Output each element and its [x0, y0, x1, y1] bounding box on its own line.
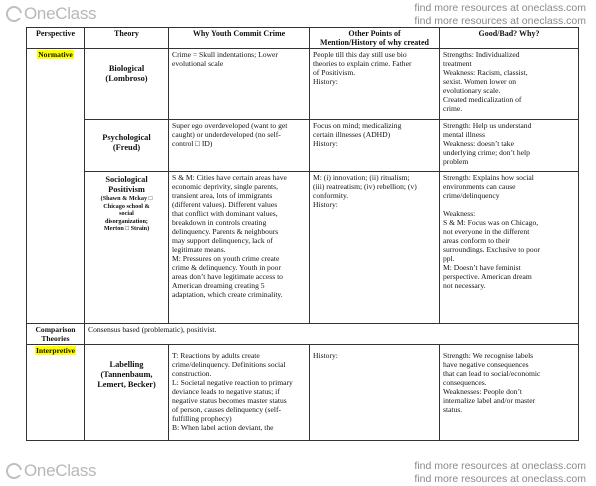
- cell-line: perspective. American dream: [443, 272, 532, 281]
- cell-line: problem: [443, 157, 469, 166]
- other-cell: [310, 120, 440, 172]
- why-cell: [169, 172, 310, 324]
- top-banner: [0, 0, 596, 26]
- header-good-bad: Good/Bad? Why?: [440, 28, 579, 49]
- cell-line: Weakness: Racism, classist,: [443, 68, 528, 77]
- theory-cell: [85, 345, 169, 441]
- cell-line: crime.: [443, 104, 463, 113]
- find-more-resources-line-2: find more resources at oneclass.com: [414, 15, 586, 27]
- theory-cell: [85, 49, 169, 120]
- cell-line: B: When label action deviant, the: [172, 423, 274, 432]
- cell-line: not necessary.: [443, 281, 486, 290]
- cell-line: delinquency. Parents & neighbours: [172, 227, 279, 236]
- other-cell: [310, 345, 440, 441]
- cell-line: treatment: [443, 59, 472, 68]
- cell-line: areas conform to their: [443, 236, 510, 245]
- cell-line: Strength: We recognise labels: [443, 351, 534, 360]
- table-header-row: [27, 28, 579, 49]
- cell-line: People till this day still use bio: [313, 50, 407, 59]
- cell-line: control □ ID): [172, 139, 213, 148]
- cell-line: S & M: Focus was on Chicago,: [443, 218, 539, 227]
- table-row: [27, 172, 579, 324]
- oneclass-logo-text: OneClass: [24, 4, 97, 23]
- good-bad-cell: [440, 120, 579, 172]
- find-more-resources-line-2: find more resources at oneclass.com: [414, 473, 586, 485]
- oneclass-logo-icon: [6, 463, 22, 479]
- cell-line: M: (i) innovation; (ii) ritualism;: [313, 173, 410, 182]
- cell-line: Created medicalization of: [443, 95, 522, 104]
- comparison-label-cell: [27, 324, 85, 345]
- good-bad-cell: [440, 49, 579, 120]
- good-bad-cell: [440, 345, 579, 441]
- cell-line: fulfilling prophecy): [172, 414, 232, 423]
- cell-line: caught) or underdeveloped (no self-: [172, 130, 281, 139]
- cell-line: Strength: Explains how social: [443, 173, 534, 182]
- table-row: [27, 345, 579, 441]
- theory-line: Sociological: [105, 175, 148, 184]
- cell-line: negative status becomes master status: [172, 396, 287, 405]
- cell-line: Strength: Help us understand: [443, 121, 532, 130]
- cell-line: Weakness:: [443, 209, 476, 218]
- cell-line: evolutionary scale.: [443, 86, 501, 95]
- theory-line: Lemert, Becker): [97, 380, 156, 389]
- oneclass-logo-footer[interactable]: [6, 461, 96, 481]
- cell-line: of Positivism.: [313, 68, 356, 77]
- header-other-points: [310, 28, 440, 49]
- perspective-normative-label: Normative: [38, 50, 73, 59]
- cell-line: T: Reactions by adults create: [172, 351, 260, 360]
- theory-sub-line: (Shawn & Mckay □: [100, 195, 153, 202]
- comparison-text-cell: Consensus based (problematic), positivist.: [85, 324, 579, 345]
- cell-line: environments can cause: [443, 182, 516, 191]
- cell-line: (different values). Different values: [172, 200, 278, 209]
- table-row: [27, 120, 579, 172]
- cell-line: L: Societal negative reaction to primary: [172, 378, 293, 387]
- perspective-interpretive-label: Interpretive: [35, 346, 76, 355]
- theory-line: Labelling: [109, 360, 144, 369]
- cell-line: theories to explain crime. Father: [313, 59, 412, 68]
- header-other-points-line-1: Other Points of: [348, 29, 401, 38]
- cell-line: deviance leads to negative status; if: [172, 387, 280, 396]
- cell-line: evolutional scale: [172, 59, 224, 68]
- cell-line: M: Doesn’t have feminist: [443, 263, 521, 272]
- find-more-resources-line-1: find more resources at oneclass.com: [414, 2, 586, 14]
- cell-line: Focus on mind; medicalizing: [313, 121, 402, 130]
- why-cell: [169, 120, 310, 172]
- cell-line: legitimate means.: [172, 245, 226, 254]
- cell-line: construction.: [172, 369, 212, 378]
- cell-line: Weaknesses: People don’t: [443, 387, 522, 396]
- comparison-row: [27, 324, 579, 345]
- cell-line: History:: [313, 139, 338, 148]
- perspective-interpretive-cell: [27, 345, 85, 441]
- theory-subtitle: [88, 195, 165, 233]
- cell-line: crime & delinquency. Youth in poor: [172, 263, 281, 272]
- find-more-resources-link[interactable]: [414, 2, 586, 28]
- oneclass-logo[interactable]: [6, 4, 96, 24]
- cell-line: underlying crime; don’t help: [443, 148, 530, 157]
- cell-line: of person, causes delinquency (self-: [172, 405, 282, 414]
- cell-line: Weakness: doesn’t take: [443, 139, 514, 148]
- theory-name: [88, 50, 165, 84]
- cell-line: M: Pressures on youth crime create: [172, 254, 280, 263]
- cell-line: status.: [443, 405, 463, 414]
- theory-sub-line: disorganization;: [105, 217, 148, 225]
- theory-line: (Tannenbaum,: [100, 370, 153, 379]
- cell-line: consequences.: [443, 378, 487, 387]
- cell-line: Crime = Skull indentations; Lower: [172, 50, 278, 59]
- cell-line: [443, 200, 575, 209]
- theory-name: [88, 346, 165, 390]
- cell-line: have negative consequences: [443, 360, 529, 369]
- cell-line: Super ego overdeveloped (want to get: [172, 121, 288, 130]
- good-bad-cell: [440, 172, 579, 324]
- cell-line: that can lead to social/economic: [443, 369, 541, 378]
- theory-line: Psychological: [102, 133, 151, 142]
- header-theory: Theory: [85, 28, 169, 49]
- theory-name: [88, 121, 165, 153]
- table-row: [27, 49, 579, 120]
- cell-line: (iii) reatreatism; (iv) rebellion; (v): [313, 182, 417, 191]
- cell-line: surroundings. Exclusive to poor: [443, 245, 541, 254]
- cell-line: sexist. Women lower on: [443, 77, 517, 86]
- why-cell: [169, 49, 310, 120]
- comparison-label-line-2: Theories: [41, 334, 70, 343]
- theory-name: [88, 173, 165, 195]
- other-cell: [310, 172, 440, 324]
- cell-line: ppl.: [443, 254, 455, 263]
- theory-line: Positivism: [108, 185, 145, 194]
- theories-table: [26, 27, 579, 441]
- find-more-resources-link-footer[interactable]: [414, 460, 586, 486]
- theory-cell: [85, 172, 169, 324]
- theory-line: (Freud): [112, 143, 141, 152]
- cell-line: S & M: Cities have certain areas have: [172, 173, 287, 182]
- cell-line: Strengths: Individualized: [443, 50, 520, 59]
- cell-line: adaptation, which create criminality.: [172, 290, 283, 299]
- cell-line: mental illness: [443, 130, 485, 139]
- cell-line: conformity.: [313, 191, 349, 200]
- header-perspective: Perspective: [27, 28, 85, 49]
- oneclass-logo-icon: [6, 6, 22, 22]
- cell-line: may support delinquency, lack of: [172, 236, 273, 245]
- cell-line: that conflict with dominant values,: [172, 209, 278, 218]
- perspective-normative-cell: [27, 49, 85, 324]
- oneclass-logo-text: OneClass: [24, 461, 97, 480]
- cell-line: crime/delinquency: [443, 191, 500, 200]
- cell-line: History:: [313, 200, 338, 209]
- header-why-youth: Why Youth Commit Crime: [169, 28, 310, 49]
- comparison-label-line-1: Comparison: [35, 325, 76, 334]
- cell-line: areas don’t have legitimate access to: [172, 272, 283, 281]
- cell-line: economic deprivity, single parents,: [172, 182, 279, 191]
- cell-line: not everyone in the different: [443, 227, 530, 236]
- cell-line: crime/delinquency. Definitions social: [172, 360, 286, 369]
- cell-line: History:: [313, 77, 338, 86]
- other-cell: [310, 49, 440, 120]
- find-more-resources-line-1: find more resources at oneclass.com: [414, 460, 586, 472]
- cell-line: transient area, lots of immigrants: [172, 191, 273, 200]
- theory-sub-line: social: [119, 210, 134, 217]
- theory-line: Biological: [108, 64, 145, 73]
- cell-line: certain illnesses (ADHD): [313, 130, 391, 139]
- why-cell: [169, 345, 310, 441]
- theory-sub-line: Chicago school &: [103, 202, 150, 210]
- cell-line: breakdown in controls creating: [172, 218, 267, 227]
- theory-sub-line: Merton □ Strain): [103, 225, 150, 232]
- theory-cell: [85, 120, 169, 172]
- cell-line: History:: [313, 351, 338, 360]
- theory-line: (Lombroso): [105, 74, 148, 83]
- cell-line: internalize label and/or master: [443, 396, 536, 405]
- cell-line: American dreaming creating 5: [172, 281, 265, 290]
- header-other-points-line-2: Mention/History of why created: [320, 38, 429, 47]
